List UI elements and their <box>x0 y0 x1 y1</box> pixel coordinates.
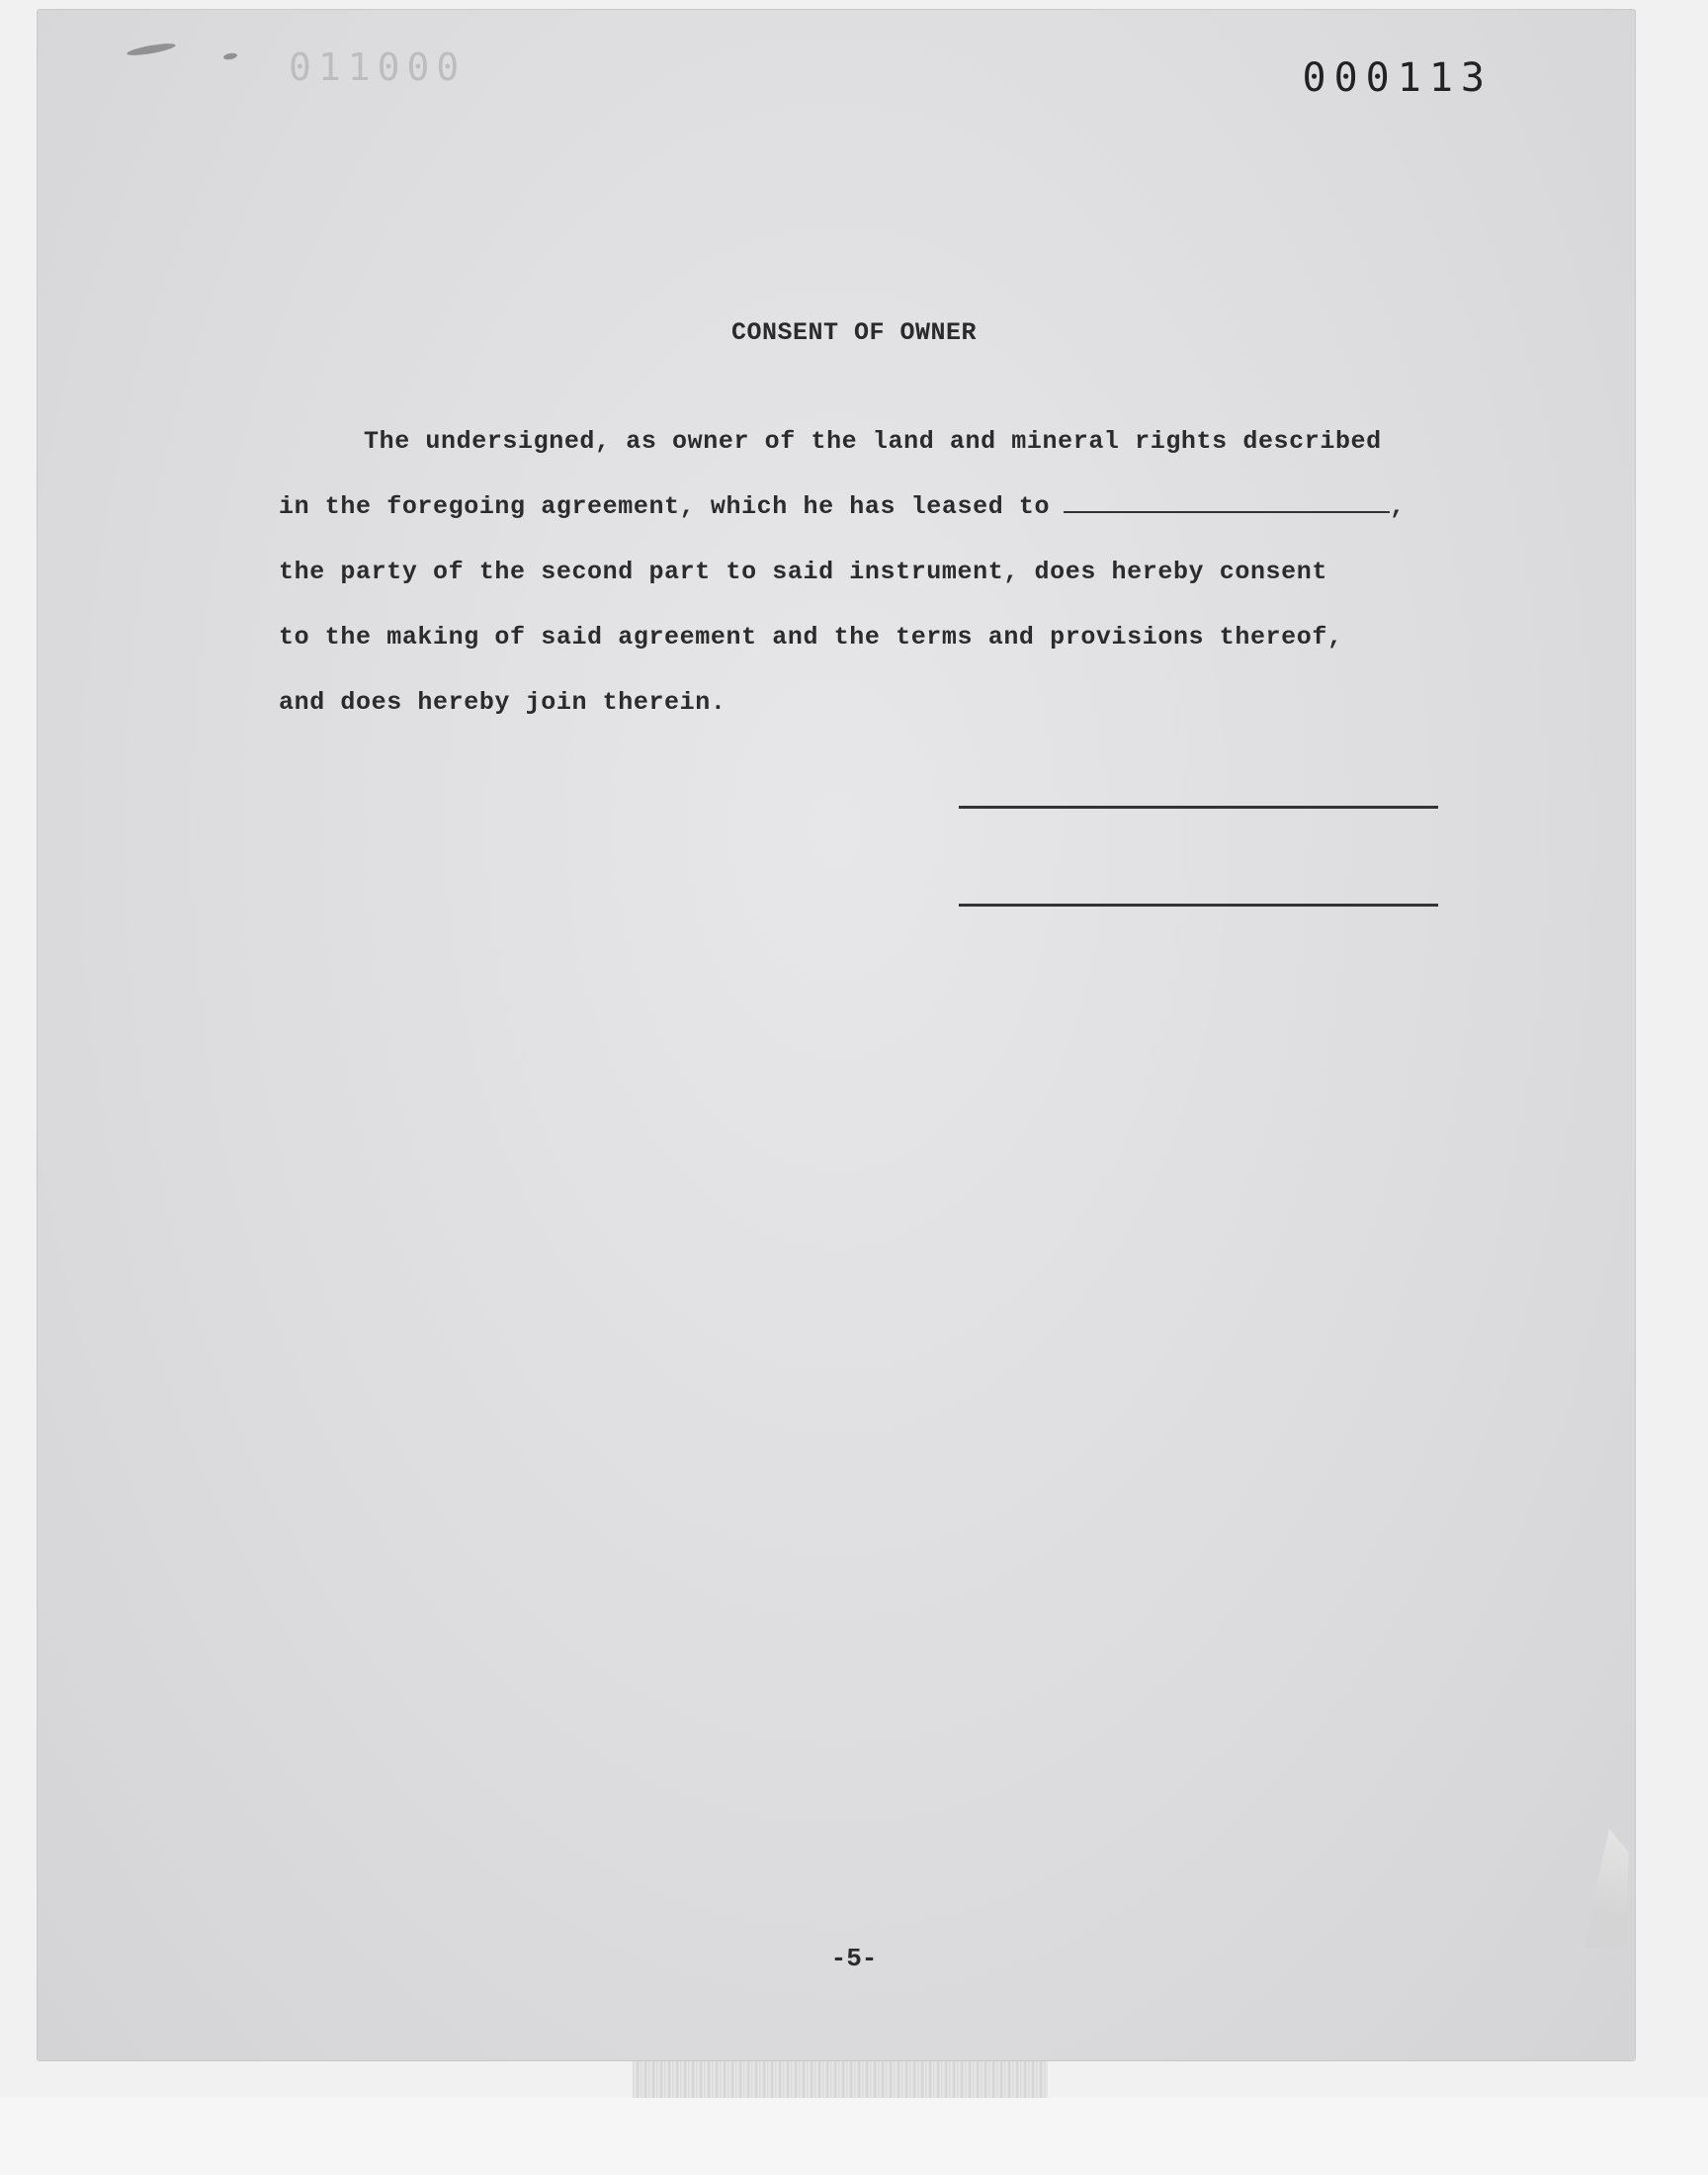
scan-artifact <box>633 2054 1048 2098</box>
paragraph-line-text: in the foregoing agreement, which he has leased to <box>279 492 1051 521</box>
paragraph-line: and does hereby join therein. <box>279 688 726 717</box>
document-title: CONSENT OF OWNER <box>730 318 978 347</box>
paragraph-line <box>279 475 1445 540</box>
page-number: -5- <box>830 1944 878 1973</box>
paragraph-line: The undersigned, as owner of the land and mineral rights described <box>364 427 1382 456</box>
comma: , <box>1390 492 1406 521</box>
consent-paragraph <box>279 409 1445 736</box>
scan-background <box>0 2098 1708 2175</box>
faint-bleed-through-number: 011000 <box>289 45 467 89</box>
signature-line <box>959 806 1438 809</box>
paragraph-line: to the making of said agreement and the terms and provisions thereof, <box>279 623 1343 652</box>
signature-line <box>959 904 1438 907</box>
lessee-blank-field <box>1064 489 1390 513</box>
paragraph-line: the party of the second part to said instrument, does hereby consent <box>279 558 1327 586</box>
document-number: 000113 <box>1302 55 1493 101</box>
